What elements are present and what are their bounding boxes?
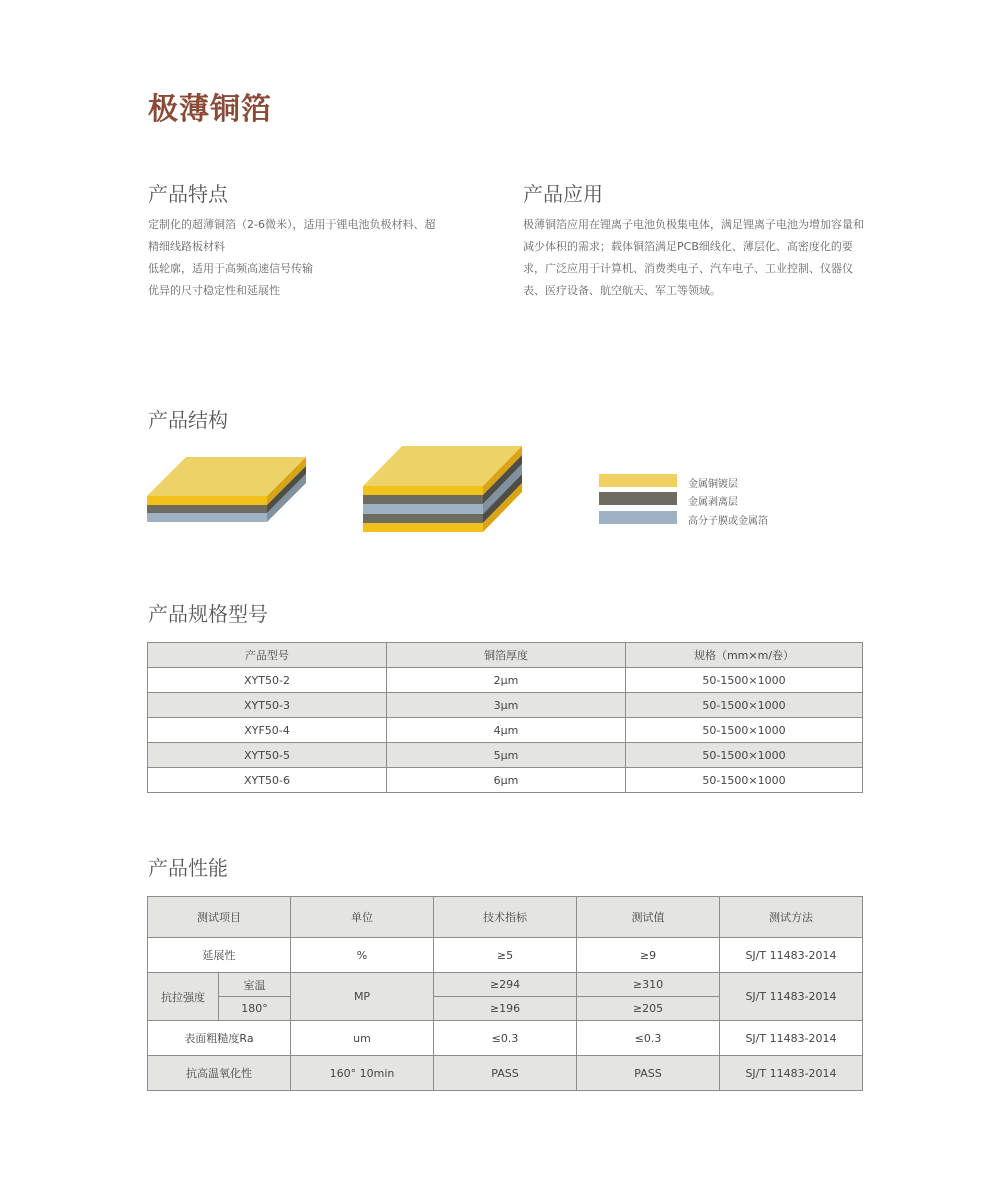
cell-condition: 180° bbox=[219, 997, 291, 1021]
legend-swatch bbox=[599, 474, 677, 487]
cell-condition: 室温 bbox=[219, 973, 291, 997]
table-row bbox=[148, 1056, 863, 1091]
release-layer-front bbox=[147, 505, 267, 513]
performance-table bbox=[147, 896, 863, 1091]
table-row bbox=[148, 768, 863, 793]
release-layer-front bbox=[363, 514, 483, 523]
structure-diagram-single bbox=[145, 452, 310, 527]
cell-item: 延展性 bbox=[148, 938, 291, 973]
cell-thickness: 5μm bbox=[387, 743, 626, 768]
cell-method: SJ/T 11483-2014 bbox=[720, 1056, 863, 1091]
table-header-row bbox=[148, 897, 863, 938]
feature-line: 优异的尺寸稳定性和延展性 bbox=[148, 284, 280, 297]
cell-value: ≤0.3 bbox=[577, 1021, 720, 1056]
table-row bbox=[148, 938, 863, 973]
cell-thickness: 2μm bbox=[387, 668, 626, 693]
spec-heading: 产品规格型号 bbox=[148, 602, 268, 626]
column-header: 规格（mm×m/卷） bbox=[626, 643, 863, 668]
column-header: 测试值 bbox=[577, 897, 720, 938]
legend-swatch bbox=[599, 511, 677, 524]
legend-swatch bbox=[599, 492, 677, 505]
cell-model: XYT50-3 bbox=[148, 693, 387, 718]
cell-value: ≥205 bbox=[577, 997, 720, 1021]
cell-unit: 160° 10min bbox=[291, 1056, 434, 1091]
cell-item: 抗高温氧化性 bbox=[148, 1056, 291, 1091]
structure-diagram-double bbox=[360, 443, 525, 538]
application-heading: 产品应用 bbox=[523, 182, 603, 206]
cell-spec: ≥5 bbox=[434, 938, 577, 973]
table-row bbox=[148, 718, 863, 743]
cell-thickness: 6μm bbox=[387, 768, 626, 793]
cell-value: ≥310 bbox=[577, 973, 720, 997]
page-title: 极薄铜箔 bbox=[148, 92, 272, 127]
features-list bbox=[148, 214, 458, 302]
column-header: 测试项目 bbox=[148, 897, 291, 938]
carrier-layer-front bbox=[363, 504, 483, 514]
cell-value: PASS bbox=[577, 1056, 720, 1091]
table-row bbox=[148, 1021, 863, 1056]
table-row bbox=[148, 973, 863, 997]
application-text: 极薄铜箔应用在锂离子电池负极集电体，满足锂离子电池为增加容量和减少体积的需求；载体铜箔满足PCB细线化、薄层化、高密度化的要求，广泛应用于计算机、消费类电子、汽车电子、工业控制、仪器仪表、医疗设备、航空航天、军工等领域。 bbox=[523, 218, 864, 297]
cell-unit: % bbox=[291, 938, 434, 973]
cell-spec: ≥294 bbox=[434, 973, 577, 997]
cell-size: 50-1500×1000 bbox=[626, 768, 863, 793]
column-header: 单位 bbox=[291, 897, 434, 938]
column-header: 铜箔厚度 bbox=[387, 643, 626, 668]
cell-size: 50-1500×1000 bbox=[626, 668, 863, 693]
copper-layer-front bbox=[363, 523, 483, 532]
column-header: 产品型号 bbox=[148, 643, 387, 668]
copper-layer-front bbox=[147, 496, 267, 505]
cell-unit: um bbox=[291, 1021, 434, 1056]
legend-label: 金属剥离层 bbox=[688, 497, 738, 508]
legend-label: 金属铜镀层 bbox=[688, 479, 738, 490]
cell-unit: MP bbox=[291, 973, 434, 1021]
spec-table bbox=[147, 642, 863, 793]
cell-item: 表面粗糙度Ra bbox=[148, 1021, 291, 1056]
performance-heading: 产品性能 bbox=[148, 856, 228, 880]
cell-model: XYT50-5 bbox=[148, 743, 387, 768]
column-header: 测试方法 bbox=[720, 897, 863, 938]
cell-thickness: 4μm bbox=[387, 718, 626, 743]
cell-spec: ≥196 bbox=[434, 997, 577, 1021]
features-heading: 产品特点 bbox=[148, 182, 228, 206]
cell-model: XYT50-2 bbox=[148, 668, 387, 693]
cell-spec: ≤0.3 bbox=[434, 1021, 577, 1056]
copper-layer-front bbox=[363, 486, 483, 495]
release-layer-front bbox=[363, 495, 483, 504]
feature-line: 低轮廓，适用于高频高速信号传输 bbox=[148, 262, 313, 275]
cell-size: 50-1500×1000 bbox=[626, 743, 863, 768]
column-header: 技术指标 bbox=[434, 897, 577, 938]
table-row bbox=[148, 668, 863, 693]
legend-label: 高分子膜或金属箔 bbox=[688, 516, 768, 527]
feature-line: 精细线路板材料 bbox=[148, 240, 225, 253]
cell-method: SJ/T 11483-2014 bbox=[720, 973, 863, 1021]
table-header-row bbox=[148, 643, 863, 668]
cell-size: 50-1500×1000 bbox=[626, 693, 863, 718]
cell-method: SJ/T 11483-2014 bbox=[720, 1021, 863, 1056]
table-row bbox=[148, 693, 863, 718]
feature-line: 定制化的超薄铜箔（2-6微米），适用于锂电池负极材料、超 bbox=[148, 218, 436, 231]
cell-item: 抗拉强度 bbox=[148, 973, 219, 1021]
cell-model: XYF50-4 bbox=[148, 718, 387, 743]
table-row bbox=[148, 743, 863, 768]
cell-value: ≥9 bbox=[577, 938, 720, 973]
cell-thickness: 3μm bbox=[387, 693, 626, 718]
cell-spec: PASS bbox=[434, 1056, 577, 1091]
cell-method: SJ/T 11483-2014 bbox=[720, 938, 863, 973]
cell-model: XYT50-6 bbox=[148, 768, 387, 793]
cell-size: 50-1500×1000 bbox=[626, 718, 863, 743]
carrier-layer-front bbox=[147, 513, 267, 522]
structure-heading: 产品结构 bbox=[148, 408, 228, 432]
